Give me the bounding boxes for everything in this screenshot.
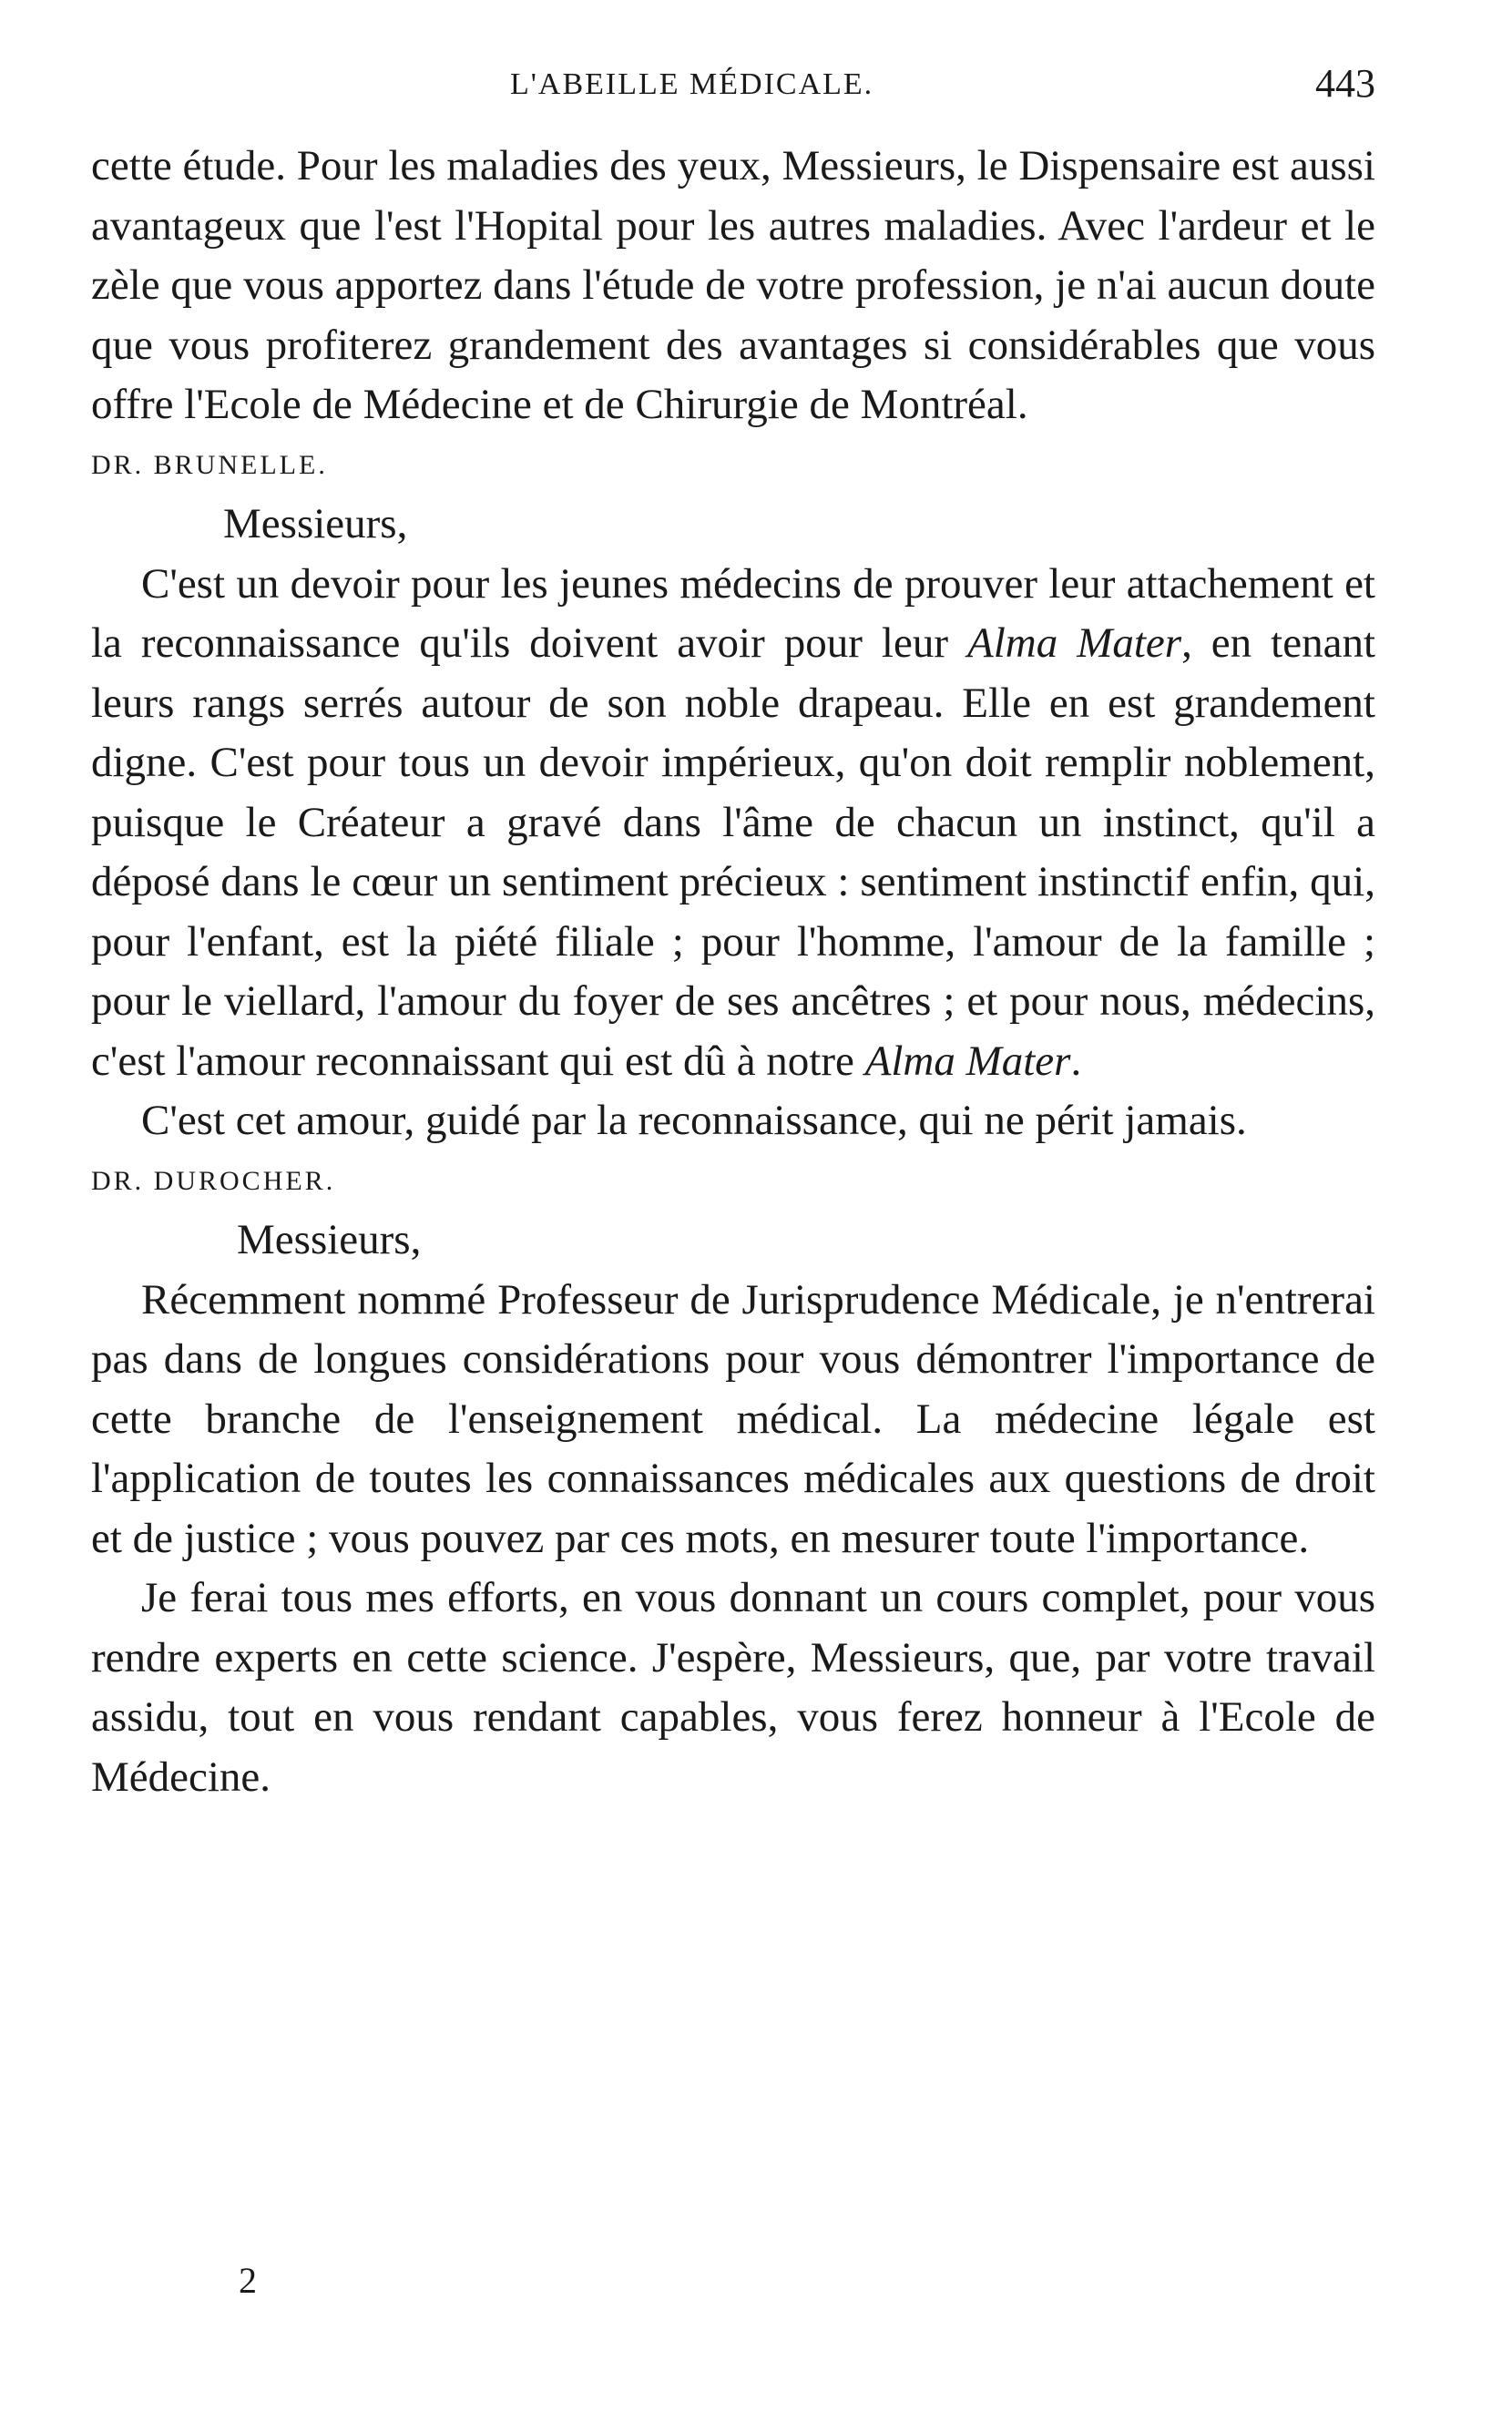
running-title: L'ABEILLE MÉDICALE. [510, 67, 874, 101]
salutation-brunelle: Messieurs, [223, 500, 408, 547]
salutation-durocher: Messieurs, [237, 1216, 422, 1263]
durocher-paragraph-2: Je ferai tous mes efforts, en vous donnant un cours complet, pour vous rendre experts en cette science. J'espère, Messieurs, que, par votre travail assidu, tout en vous rendant capables, vous ferez honneur à l'Ecole de Médecine. [91, 1574, 1375, 1801]
alma-mater-italic: Alma Mater [966, 619, 1182, 667]
brunelle-paragraph-2: C'est cet amour, guidé par la reconnaissance, qui ne périt jamais. [141, 1097, 1247, 1144]
alma-mater-italic-2: Alma Mater [864, 1037, 1071, 1085]
page-number: 443 [1315, 61, 1375, 106]
durocher-paragraph-1: Récemment nommé Professeur de Jurisprudence Médicale, je n'entrerai pas dans de longues considérations pour vous démontrer l'importance de cette branche de l'enseignement médical. La médecine légale est l'application de toutes les connaissances médicales aux questions de droit et de justice ; vous pouvez par ces mots, en mesurer toute l'importance. [91, 1275, 1375, 1562]
brunelle-text-a: C'est un devoir pour les jeunes médecins de prouver leur attachement et la reconnaissance qu'ils doivent avoir pour leur [91, 559, 1375, 667]
body-text [91, 137, 1375, 1807]
speaker-heading-durocher: DR. DUROCHER. [91, 1165, 336, 1196]
signature-mark: 2 [239, 2260, 257, 2301]
brunelle-paragraph-1 [91, 555, 1375, 1092]
brunelle-text-c: . [1070, 1037, 1082, 1085]
brunelle-text-b: , en tenant leurs rangs serrés autour de son noble drapeau. Elle en est grandement digne. C'est pour tous un devoir impérieux, qu'on doit remplir noblement, puisque le Créateur a gravé dans l'âme de chacun un instinct, qu'il a déposé dans le cœur un sentiment précieux : sentiment instinctif enfin, qui, pour l'enfant, est la piété filiale ; pour l'homme, l'amour de la famille ; pour le viellard, l'amour du foyer de ses ancêtres ; et pour nous, médecins, c'est l'amour reconnaissant qui est dû à notre [91, 619, 1375, 1085]
intro-paragraph: cette étude. Pour les maladies des yeux, Messieurs, le Dispensaire est aussi avantageux que l'est l'Hopital pour les autres maladies. Avec l'ardeur et le zèle que vous apportez dans l'étude de votre profession, je n'ai aucun doute que vous profiterez grandement des avantages si considérables que vous offre l'Ecole de Médecine et de Chirurgie de Montréal. [91, 142, 1375, 428]
page-header [91, 0, 1375, 137]
speaker-heading-brunelle: DR. BRUNELLE. [91, 449, 328, 480]
